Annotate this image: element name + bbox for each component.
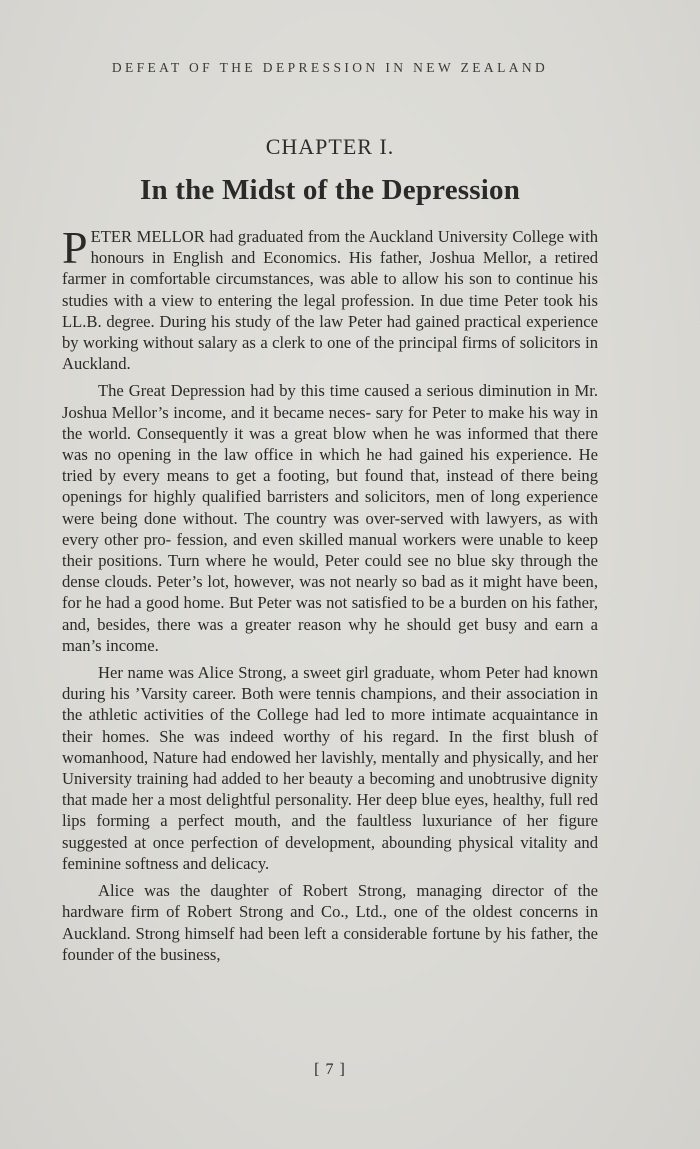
paragraph-2: The Great Depression had by this time caused a serious diminution in Mr. Joshua Mellor’s income, and it became neces- sary for Peter to make his way in the world. Consequently it was a great blow when he was informed that there was no opening in the law office in which he had gained his experience. He tried by every means to get a footing, but found that, instead of there being openings for highly qualified barristers and solicitors, men of long experience were being done without. The country was over-served with lawyers, as with every other pro- fession, and even skilled manual workers were unable to keep their positions. Turn where he would, Peter could see no blue sky through the dense clouds. Peter’s lot, however, was not nearly so bad as it might have been, for he had a good home. But Peter was not satisfied to be a burden on his father, and, besides, there was a greater reason why he should get busy and earn a man’s income. xyxy=(62,381,598,655)
paragraph-4: Alice was the daughter of Robert Strong, managing director of the hardware firm of Robert Strong and Co., Ltd., one of the oldest concerns in Auckland. Strong himself had been left a considerable fortune by his father, the founder of the business, xyxy=(62,881,598,964)
running-head: DEFEAT OF THE DEPRESSION IN NEW ZEALAND xyxy=(111,60,549,75)
chapter-title: In the Midst of the Depression xyxy=(139,174,521,206)
drop-cap: P xyxy=(62,222,88,273)
page-number: [ 7 ] xyxy=(314,1061,346,1078)
paragraph-3: Her name was Alice Strong, a sweet girl graduate, whom Peter had known during his ’Varsity career. Both were tennis champions, and their association in the athletic activities of the College had led to more intimate acquaintance in their homes. She was indeed worthy of his regard. In the first blush of womanhood, Nature had endowed her lavishly, mentally and physically, and her University training had added to her beauty a becoming and unobtrusive dignity that made her a most delightful personality. Her deep blue eyes, healthy, full red lips forming a perfect mouth, and the faultless luxuriance of her figure suggested at once perfection of development, abounding physical vitality and feminine softness and delicacy. xyxy=(62,663,598,873)
body-text xyxy=(62,222,598,971)
paragraph-1-text: ETER MELLOR had graduated from the Auckland University College with honours in English and Economics. His father, Joshua Mellor, a retired farmer in comfortable circumstances, was able to allow his son to continue his studies with a view to entering the legal profession. In due time Peter took his LL.B. degree. During his study of the law Peter had gained practical experience by working without salary as a clerk to one of the principal firms of solicitors in Auckland. xyxy=(62,227,598,374)
chapter-number: CHAPTER I. xyxy=(265,134,395,159)
paragraph-1 xyxy=(62,222,598,374)
